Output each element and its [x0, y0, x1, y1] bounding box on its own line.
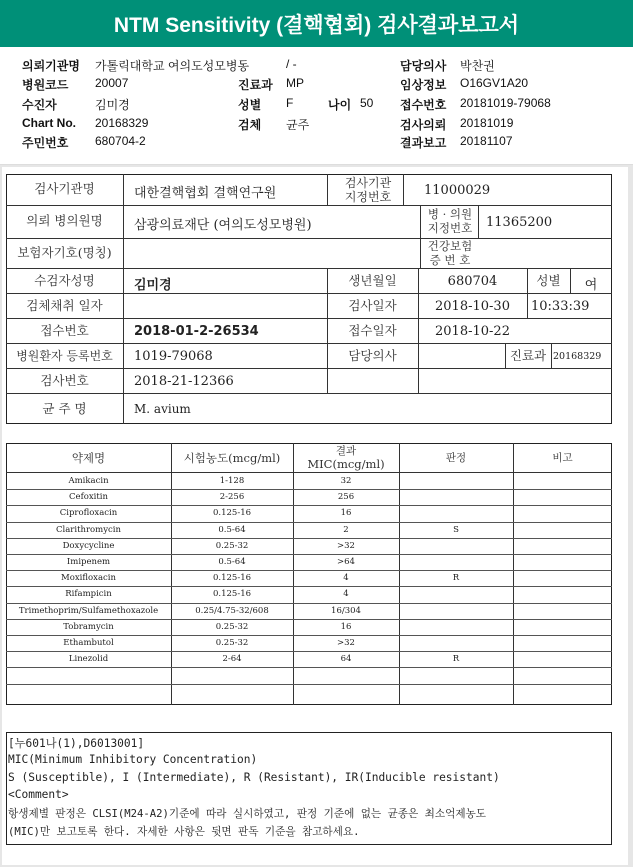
dept-label: 진료과	[238, 78, 273, 92]
request-value: 20181019	[460, 116, 514, 130]
drug-cell-interp	[399, 619, 513, 635]
receipt-date-value: 2018-10-22	[435, 324, 510, 339]
report-date-value: 20181107	[460, 134, 513, 148]
chart-value: 20168329	[95, 116, 149, 130]
form-line	[327, 174, 328, 205]
receipt-no-value: 2018-01-2-26534	[134, 324, 259, 339]
sex-value: 여	[584, 278, 598, 293]
table-row-line	[6, 667, 612, 668]
name-value: 김미경	[134, 278, 172, 293]
specimen-value: 균주	[286, 118, 310, 132]
form-line	[403, 174, 404, 205]
report-date-label: 결과보고	[400, 136, 447, 150]
sex-label: 성별	[536, 273, 561, 288]
test-no-value: 2018-21-12366	[134, 374, 234, 389]
drug-cell-conc: 0.125-16	[212, 573, 252, 583]
name-label: 수검자성명	[34, 273, 95, 288]
drug-cell-mic: 32	[340, 476, 352, 486]
table-row-line	[6, 684, 612, 685]
drug-cell-mic: >32	[337, 638, 355, 648]
form-line	[6, 268, 612, 269]
hospital-code-label: 병 · 의원 지정번호	[427, 207, 473, 235]
drug-cell-mic: >32	[337, 541, 355, 551]
comment-mic: MIC(Minimum Inhibitory Concentration)	[8, 753, 258, 766]
test-no-label: 검사번호	[40, 373, 89, 388]
doctor-label: 담당의사	[348, 348, 397, 363]
drug-cell-interp	[399, 603, 513, 619]
report-title: NTM Sensitivity (결핵협회) 검사결과보고서	[0, 0, 633, 47]
org-value: 가톨릭대학교 여의도성모병동	[95, 59, 250, 73]
clinical-label: 임상정보	[400, 78, 447, 92]
strain-value: M. avium	[134, 402, 191, 416]
drug-cell-interp	[399, 473, 513, 489]
health-no-label: 건강보험 증 번 호	[427, 239, 473, 267]
dept-value: MP	[286, 76, 304, 90]
form-line	[6, 368, 612, 369]
drug-cell-interp: S	[453, 525, 459, 535]
receipt-no-label: 접수번호	[40, 323, 89, 338]
drug-cell-mic: 4	[343, 589, 349, 599]
hospcode-label: 병원코드	[22, 78, 69, 92]
drug-cell-interp	[399, 505, 513, 521]
dept-value: 20168329	[553, 351, 602, 362]
drug-cell-conc: 1-128	[219, 476, 245, 486]
form-line	[6, 318, 612, 319]
accession-label: 접수번호	[400, 98, 447, 112]
drug-cell-conc: 0.25-32	[215, 638, 249, 648]
lab-code-value: 11000029	[424, 183, 491, 198]
col-header-mic-1: 결과	[335, 445, 357, 457]
accession-value: 20181019-79068	[460, 96, 551, 110]
form-line	[6, 238, 612, 239]
drug-cell-drug: Moxifloxacin	[61, 573, 116, 583]
form-line	[478, 206, 479, 238]
drug-cell-drug: Linezolid	[68, 654, 109, 664]
org-slash: / -	[286, 57, 297, 71]
strain-label: 균 주 명	[42, 401, 87, 416]
drug-cell-mic: 64	[340, 654, 352, 664]
drug-cell-conc: 0.25/4.75-32/608	[195, 606, 269, 616]
request-label: 검사의뢰	[400, 118, 447, 132]
drug-cell-conc: 0.25-32	[215, 541, 249, 551]
idnum-value: 680704-2	[95, 134, 146, 148]
sex-label: 성별	[238, 98, 262, 112]
col-header-mic-2: MIC(mcg/ml)	[307, 457, 385, 471]
registration-label: 병원환자 등록번호	[16, 349, 113, 363]
lab-name-label: 검사기관명	[34, 181, 95, 196]
drug-cell-drug: Ethambutol	[63, 638, 114, 648]
comment-code: [누601나(1),D6013001]	[8, 737, 145, 750]
drug-cell-drug: Imipenem	[66, 557, 111, 567]
drug-cell-drug: Amikacin	[68, 476, 109, 486]
patient-value: 김미경	[95, 98, 130, 112]
drug-cell-mic: 4	[343, 573, 349, 583]
specimen-label: 검체	[238, 118, 262, 132]
registration-value: 1019-79068	[134, 349, 213, 364]
receipt-date-label: 접수일자	[348, 323, 397, 338]
drug-cell-drug: Tobramycin	[63, 622, 114, 632]
drug-cell-conc: 0.5-64	[218, 525, 246, 535]
lab-code-label: 검사기관 지정번호	[344, 176, 392, 204]
drug-cell-interp	[399, 538, 513, 554]
drug-cell-drug: Trimethoprim/Sulfamethoxazole	[18, 606, 159, 616]
drug-cell-conc: 0.25-32	[215, 622, 249, 632]
comment-heading: <Comment>	[8, 788, 69, 801]
comment-legend: S (Susceptible), I (Intermediate), R (Resistant), IR(Inducible resistant)	[8, 771, 500, 784]
drug-cell-interp	[399, 554, 513, 570]
report-header	[0, 47, 633, 165]
drug-cell-interp	[399, 489, 513, 505]
form-line	[6, 293, 612, 294]
collect-date-label: 검체채취 일자	[26, 298, 103, 313]
drug-cell-mic: 2	[343, 525, 349, 535]
drug-cell-conc: 0.5-64	[218, 557, 246, 567]
drug-cell-drug: Cefoxitin	[69, 492, 108, 502]
comment-body-1: 항생제별 판정은 CLSI(M24-A2)기준에 따라 실시하였고, 판정 기준에 없는 균종은 최소억제농도	[8, 808, 487, 820]
chart-label: Chart No.	[22, 116, 76, 130]
comment-body-2: (MIC)만 보고토록 한다. 자세한 사항은 뒷면 판독 기준을 참고하세요.	[8, 826, 360, 838]
drug-cell-conc: 2-256	[219, 492, 245, 502]
form-line	[123, 174, 124, 424]
test-date-label: 검사일자	[348, 298, 397, 313]
drug-cell-mic: 16	[340, 622, 352, 632]
col-header-drug: 약제명	[71, 451, 106, 465]
form-line	[551, 343, 552, 368]
doctor-label: 담당의사	[400, 59, 447, 73]
drug-cell-drug: Doxycycline	[62, 541, 115, 551]
drug-cell-mic: 256	[337, 492, 355, 502]
org-label: 의뢰기관명	[22, 59, 80, 73]
lab-name-value: 대한결핵협회 결핵연구원	[134, 186, 277, 201]
form-line	[420, 206, 421, 268]
col-header-concentration: 시험농도(mcg/ml)	[183, 451, 281, 465]
drug-cell-mic: >64	[337, 557, 355, 567]
drug-cell-drug: Clarithromycin	[56, 525, 121, 535]
age-label: 나이	[328, 98, 352, 112]
idnum-label: 주민번호	[22, 136, 69, 150]
dept-label: 진료과	[509, 348, 547, 363]
form-line	[6, 393, 612, 394]
drug-cell-drug: Rifampicin	[65, 589, 112, 599]
test-date-value: 2018-10-30	[435, 299, 510, 314]
test-time-value: 10:33:39	[531, 299, 590, 314]
age-value: 50	[360, 96, 374, 110]
sex-value: F	[286, 96, 294, 110]
doctor-value: 박찬권	[460, 59, 495, 73]
insurance-label: 보험자기호(명칭)	[17, 245, 112, 260]
hospital-code-value: 11365200	[486, 215, 553, 230]
drug-cell-conc: 0.125-16	[212, 508, 252, 518]
drug-cell-mic: 16/304	[331, 606, 361, 616]
col-header-interpretation: 판정	[445, 452, 467, 464]
drug-cell-conc: 2-64	[222, 654, 242, 664]
drug-cell-interp: R	[452, 654, 460, 664]
form-line	[6, 205, 612, 206]
patient-label: 수진자	[22, 98, 57, 112]
birth-value: 680704	[447, 274, 498, 289]
hospital-label: 의뢰 병의원명	[26, 213, 103, 228]
col-header-note: 비고	[552, 452, 573, 464]
drug-cell-conc: 0.125-16	[212, 589, 252, 599]
drug-cell-mic: 16	[340, 508, 352, 518]
drug-cell-interp: R	[452, 573, 460, 583]
table-line	[513, 443, 514, 705]
form-line	[6, 343, 612, 344]
hospcode-value: 20007	[95, 76, 129, 90]
clinical-value: O16GV1A20	[460, 76, 529, 90]
hospital-value: 삼광의료재단 (여의도성모병원)	[134, 218, 312, 233]
drug-cell-interp	[399, 635, 513, 651]
drug-cell-interp	[399, 586, 513, 602]
birth-label: 생년월일	[348, 273, 397, 288]
drug-cell-drug: Ciprofloxacin	[59, 508, 118, 518]
